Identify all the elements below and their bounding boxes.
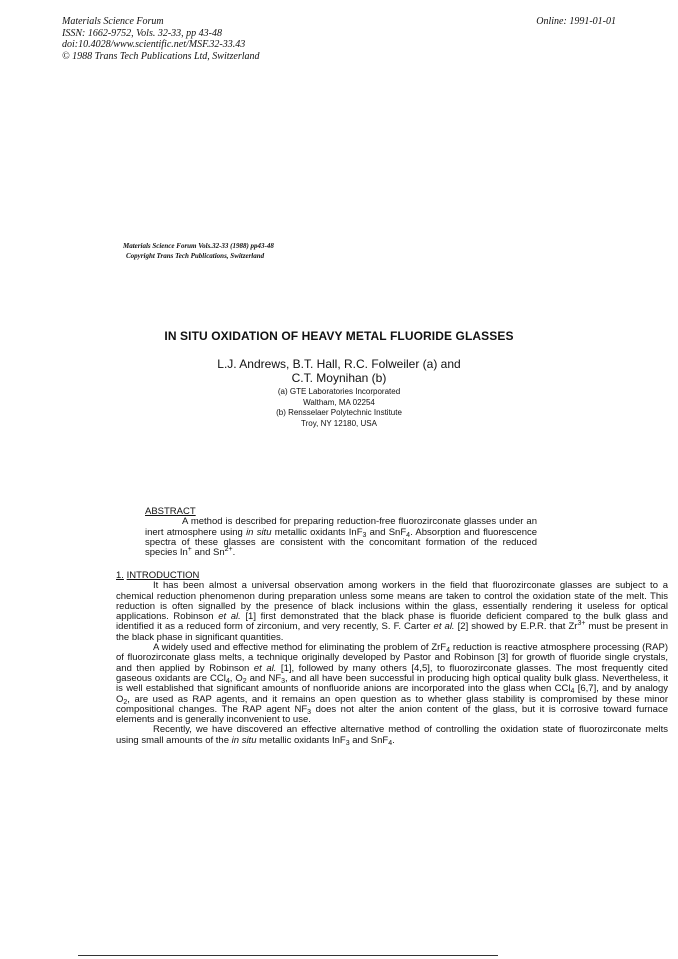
affiliation-line: (b) Rensselaer Polytechnic Institute: [276, 408, 402, 417]
affiliation-line: Waltham, MA 02254: [303, 397, 375, 407]
authors-line-2: C.T. Moynihan (b): [291, 371, 387, 385]
copyright-note: Copyright Trans Tech Publications, Switzerland: [126, 252, 265, 260]
intro-paragraph-3: Recently, we have discovered an effective alternative method of controlling the oxidation state of fluorozirconate melts using small amounts of the in situ metallic oxidants InF$_3$ and SnF$_4$.: [116, 724, 668, 747]
authors: [0, 357, 678, 385]
abstract-heading: ABSTRACT: [145, 506, 196, 517]
source-line: Materials Science Forum Vols.32-33 (1988) pp43-48: [123, 242, 274, 250]
online-date: Online: 1991-01-01: [536, 16, 616, 27]
journal-name: Materials Science Forum: [62, 16, 164, 27]
authors-line-1: L.J. Andrews, B.T. Hall, R.C. Folweiler (a) and: [217, 357, 461, 371]
abstract-text: A method is described for preparing reduction-free fluorozirconate glasses under an inert atmosphere using in situ metallic oxidants InF$_3$ and SnF$_4$. Absorption and fluorescence spectra of these glasses are consistent with the concomitant formation of the reduced species In+ and $Sn^{2+}$.: [145, 516, 538, 559]
abstract: [145, 507, 537, 558]
footer-rule: [78, 955, 498, 956]
source-note: [123, 241, 274, 261]
paper-title: IN SITU OXIDATION OF HEAVY METAL FLUORIDE GLASSES: [164, 329, 514, 343]
journal-header: [62, 16, 260, 62]
affiliation-line: Troy, NY 12180, USA: [301, 418, 377, 428]
doi-line[interactable]: doi:10.4028/www.scientific.net/MSF.32-33.43: [62, 39, 246, 50]
affiliations: [0, 387, 678, 429]
issn-line: ISSN: 1662-9752, Vols. 32-33, pp 43-48: [62, 27, 222, 39]
intro-heading: 1. INTRODUCTION: [116, 570, 200, 581]
affiliation-line: (a) GTE Laboratories Incorporated: [277, 387, 401, 396]
copyright-line: © 1988 Trans Tech Publications Ltd, Switzerland: [62, 50, 260, 62]
intro-paragraph-2: A widely used and effective method for eliminating the problem of ZrF$_4$ reduction is reactive atmosphere processing (RAP) of fluorozirconate glass melts, a technique originally developed by Pastor and Robinson [3] for growth of fluoride single crystals, and then applied by Robinson et al. [1], followed by many others [4,5], to fluorozirconate glasses. The most frequently cited gaseous oxidants are CCl$_4$, $O_2$ and $NF_3$, and all have been successful in producing high optical quality bulk glass. Nevertheless, it is well established that significant amounts of nonfluoride anions are incorporated into the glass when CCl$_4$ [6,7], and by analogy $O_2$, are used as RAP agents, and it remains an open question as to whether glass stability is compromised by these minor compositional changes. The RAP agent $NF_3$ does not alter the anion content of the glass, but it is corrosive toward furnace elements and is generally inconvenient to use.: [116, 642, 669, 726]
introduction: [116, 571, 668, 746]
intro-paragraph-1: It has been almost a universal observation among workers in the field that fluorozirconate glasses are subject to a chemical reduction phenomenon during preparation unless some means are taken to control the oxidation state of the melt. This reduction is often signalled by the presence of black inclusions within the glass, essentially rendering it useless for optical applications. Robinson et al. [1] first demonstrated that the black phase is fluoride deficient compared to the bulk glass and identified it as a reduced form of zirconium, and very recently, S. F. Carter et al. [2] showed by E.P.R. that $Zr^{3+}$ must be present in the black phase in significant quantities.: [116, 580, 668, 643]
